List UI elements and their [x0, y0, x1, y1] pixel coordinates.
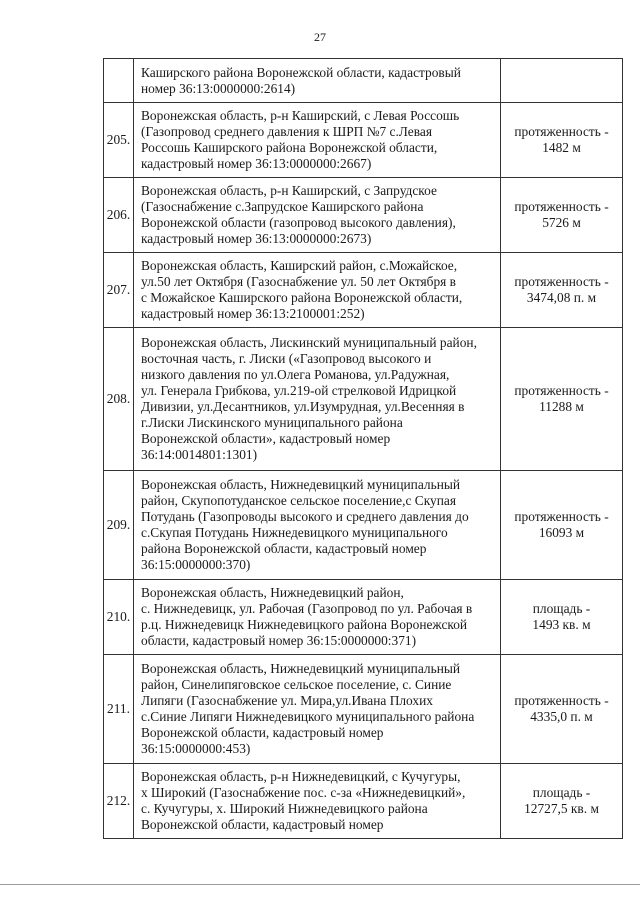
row-number: [104, 59, 134, 103]
row-description: Воронежская область, Лискинский муниципальный район, восточная часть, г. Лиски («Газопровод высокого и низкого давления по ул.Олега Романова, ул.Радужная, ул. Генерала Грибкова, ул.219-ой стрелковой Идрицкой Дивизии, ул.Десантников, ул.Изумрудная, ул.Весенняя в г.Лиски Лискинского муниципального района Воронежской области», кадастровый номер 36:14:0014801:1301): [134, 328, 501, 471]
table-row: [104, 59, 623, 103]
row-number: 212.: [104, 764, 134, 839]
row-measure: площадь - 12727,5 кв. м: [501, 764, 623, 839]
table-row: [104, 471, 623, 580]
row-number: 205.: [104, 103, 134, 178]
row-number: 206.: [104, 178, 134, 253]
table-row: [104, 764, 623, 839]
row-description: Воронежская область, р-н Нижнедевицкий, с Кучугуры, х Широкий (Газоснабжение пос. с-за «Нижнедевицкий», с. Кучугуры, х. Широкий Нижнедевицкого района Воронежской области, кадастровый номер: [134, 764, 501, 839]
row-number: 209.: [104, 471, 134, 580]
row-description: Воронежская область, Каширский район, с.Можайское, ул.50 лет Октября (Газоснабжение ул. 50 лет Октября в с Можайское Каширского района Воронежской области, кадастровый номер 36:13:2100001:252): [134, 253, 501, 328]
row-description: Воронежская область, Нижнедевицкий муниципальный район, Скупопотуданское сельское поселение,с Скупая Потудань (Газопроводы высокого и среднего давления до с.Скупая Потудань Нижнедевицкого муниципального района Воронежской области, кадастровый номер 36:15:0000000:370): [134, 471, 501, 580]
page-number: 27: [314, 30, 326, 44]
page-bottom-rule: [0, 884, 640, 885]
row-measure: [501, 59, 623, 103]
row-measure: протяженность - 16093 м: [501, 471, 623, 580]
table-row: [104, 328, 623, 471]
row-number: 207.: [104, 253, 134, 328]
table-row: [104, 580, 623, 655]
row-description: Каширского района Воронежской области, кадастровый номер 36:13:0000000:2614): [134, 59, 501, 103]
row-number: 210.: [104, 580, 134, 655]
row-measure: площадь - 1493 кв. м: [501, 580, 623, 655]
row-measure: протяженность - 5726 м: [501, 178, 623, 253]
row-description: Воронежская область, р-н Каширский, с Запрудское (Газоснабжение с.Запрудское Каширского района Воронежской области (газопровод высокого давления), кадастровый номер 36:13:0000000:2673): [134, 178, 501, 253]
row-description: Воронежская область, Нижнедевицкий район, с. Нижнедевицк, ул. Рабочая (Газопровод по ул. Рабочая в р.ц. Нижнедевицк Нижнедевицкого района Воронежской области, кадастровый номер 36:15:0000000:371): [134, 580, 501, 655]
row-measure: протяженность - 11288 м: [501, 328, 623, 471]
row-number: 211.: [104, 655, 134, 764]
table-row: [104, 655, 623, 764]
table-row: [104, 253, 623, 328]
row-description: Воронежская область, р-н Каширский, с Левая Россошь (Газопровод среднего давления к ШРП №7 с.Левая Россошь Каширского района Воронежской области, кадастровый номер 36:13:0000000:2667): [134, 103, 501, 178]
row-description: Воронежская область, Нижнедевицкий муниципальный район, Синелипяговское сельское поселение, с. Синие Липяги (Газоснабжение ул. Мира,ул.Ивана Плохих с.Синие Липяги Нижнедевицкого муниципального района Воронежской области, кадастровый номер 36:15:0000000:453): [134, 655, 501, 764]
table-row: [104, 178, 623, 253]
row-measure: протяженность - 4335,0 п. м: [501, 655, 623, 764]
row-number: 208.: [104, 328, 134, 471]
table-row: [104, 103, 623, 178]
property-registry-table: [103, 58, 623, 839]
row-measure: протяженность - 1482 м: [501, 103, 623, 178]
row-measure: протяженность - 3474,08 п. м: [501, 253, 623, 328]
